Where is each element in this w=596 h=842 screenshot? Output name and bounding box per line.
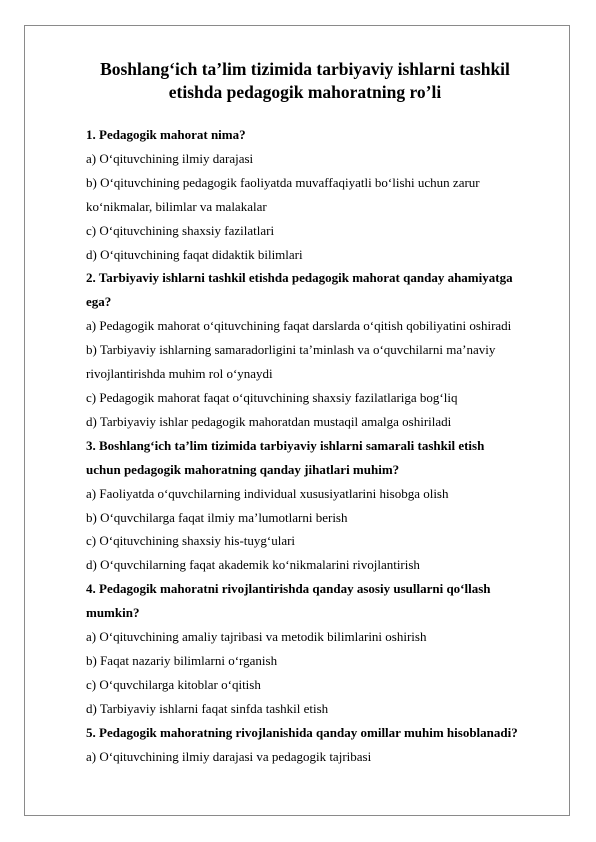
answer-option: ko‘nikmalar, bilimlar va malakalar bbox=[86, 198, 267, 214]
answer-option: a) O‘qituvchining ilmiy darajasi bbox=[86, 150, 254, 166]
answer-option: b) O‘qituvchining pedagogik faoliyatda muvaffaqiyatli bo‘lishi uchun zarur bbox=[86, 174, 480, 190]
title-line: Boshlang‘ich ta’lim tizimida tarbiyaviy ishlarni tashkil bbox=[100, 59, 510, 79]
answer-option: c) O‘qituvchining shaxsiy fazilatlari bbox=[86, 222, 275, 238]
answer-option: d) Tarbiyaviy ishlar pedagogik mahoratdan mustaqil amalga oshiriladi bbox=[86, 413, 452, 429]
question-list bbox=[86, 123, 556, 768]
answer-option: d) Tarbiyaviy ishlarni faqat sinfda tashkil etish bbox=[86, 700, 329, 716]
answer-option: d) O‘quvchilarning faqat akademik ko‘nikmalarini rivojlantirish bbox=[86, 557, 420, 573]
answer-option: a) Faoliyatda o‘quvchilarning individual xususiyatlarini hisobga olish bbox=[86, 485, 449, 501]
question-text: uchun pedagogik mahoratning qanday jihatlari muhim? bbox=[86, 461, 400, 477]
answer-option: b) Tarbiyaviy ishlarning samaradorligini ta’minlash va o‘quvchilarni ma’naviy bbox=[86, 342, 496, 358]
answer-option: c) O‘qituvchining shaxsiy his-tuyg‘ulari bbox=[86, 533, 296, 549]
answer-option: a) Pedagogik mahorat o‘qituvchining faqat darslarda o‘qitish qobiliyatini oshiradi bbox=[86, 318, 512, 334]
answer-option: b) Faqat nazariy bilimlarni o‘rganish bbox=[86, 652, 278, 668]
answer-option: rivojlantirishda muhim rol o‘ynaydi bbox=[86, 366, 273, 382]
question-text: 2. Tarbiyaviy ishlarni tashkil etishda pedagogik mahorat qanday ahamiyatga bbox=[86, 270, 513, 286]
question-text: 1. Pedagogik mahorat nima? bbox=[86, 127, 246, 142]
question-text: mumkin? bbox=[86, 605, 140, 621]
answer-option: d) O‘qituvchining faqat didaktik bilimlari bbox=[86, 246, 303, 262]
answer-option: a) O‘qituvchining amaliy tajribasi va metodik bilimlarini oshirish bbox=[86, 629, 427, 645]
answer-option: b) O‘quvchilarga faqat ilmiy ma’lumotlarni berish bbox=[86, 509, 348, 525]
question-text: 5. Pedagogik mahoratning rivojlanishida qanday omillar muhim hisoblanadi? bbox=[86, 724, 518, 740]
question-text: 4. Pedagogik mahoratni rivojlantirishda qanday asosiy usullarni qo‘llash bbox=[86, 581, 491, 597]
question-text: ega? bbox=[86, 294, 112, 310]
answer-option: c) Pedagogik mahorat faqat o‘qituvchining shaxsiy fazilatlariga bog‘liq bbox=[86, 389, 458, 405]
title-line: etishda pedagogik mahoratning ro’li bbox=[168, 82, 442, 102]
document-title bbox=[70, 58, 540, 104]
question-text: 3. Boshlang‘ich ta’lim tizimida tarbiyaviy ishlarni samarali tashkil etish bbox=[86, 437, 485, 453]
answer-option: c) O‘quvchilarga kitoblar o‘qitish bbox=[86, 676, 261, 692]
answer-option: a) O‘qituvchining ilmiy darajasi va pedagogik tajribasi bbox=[86, 748, 372, 764]
